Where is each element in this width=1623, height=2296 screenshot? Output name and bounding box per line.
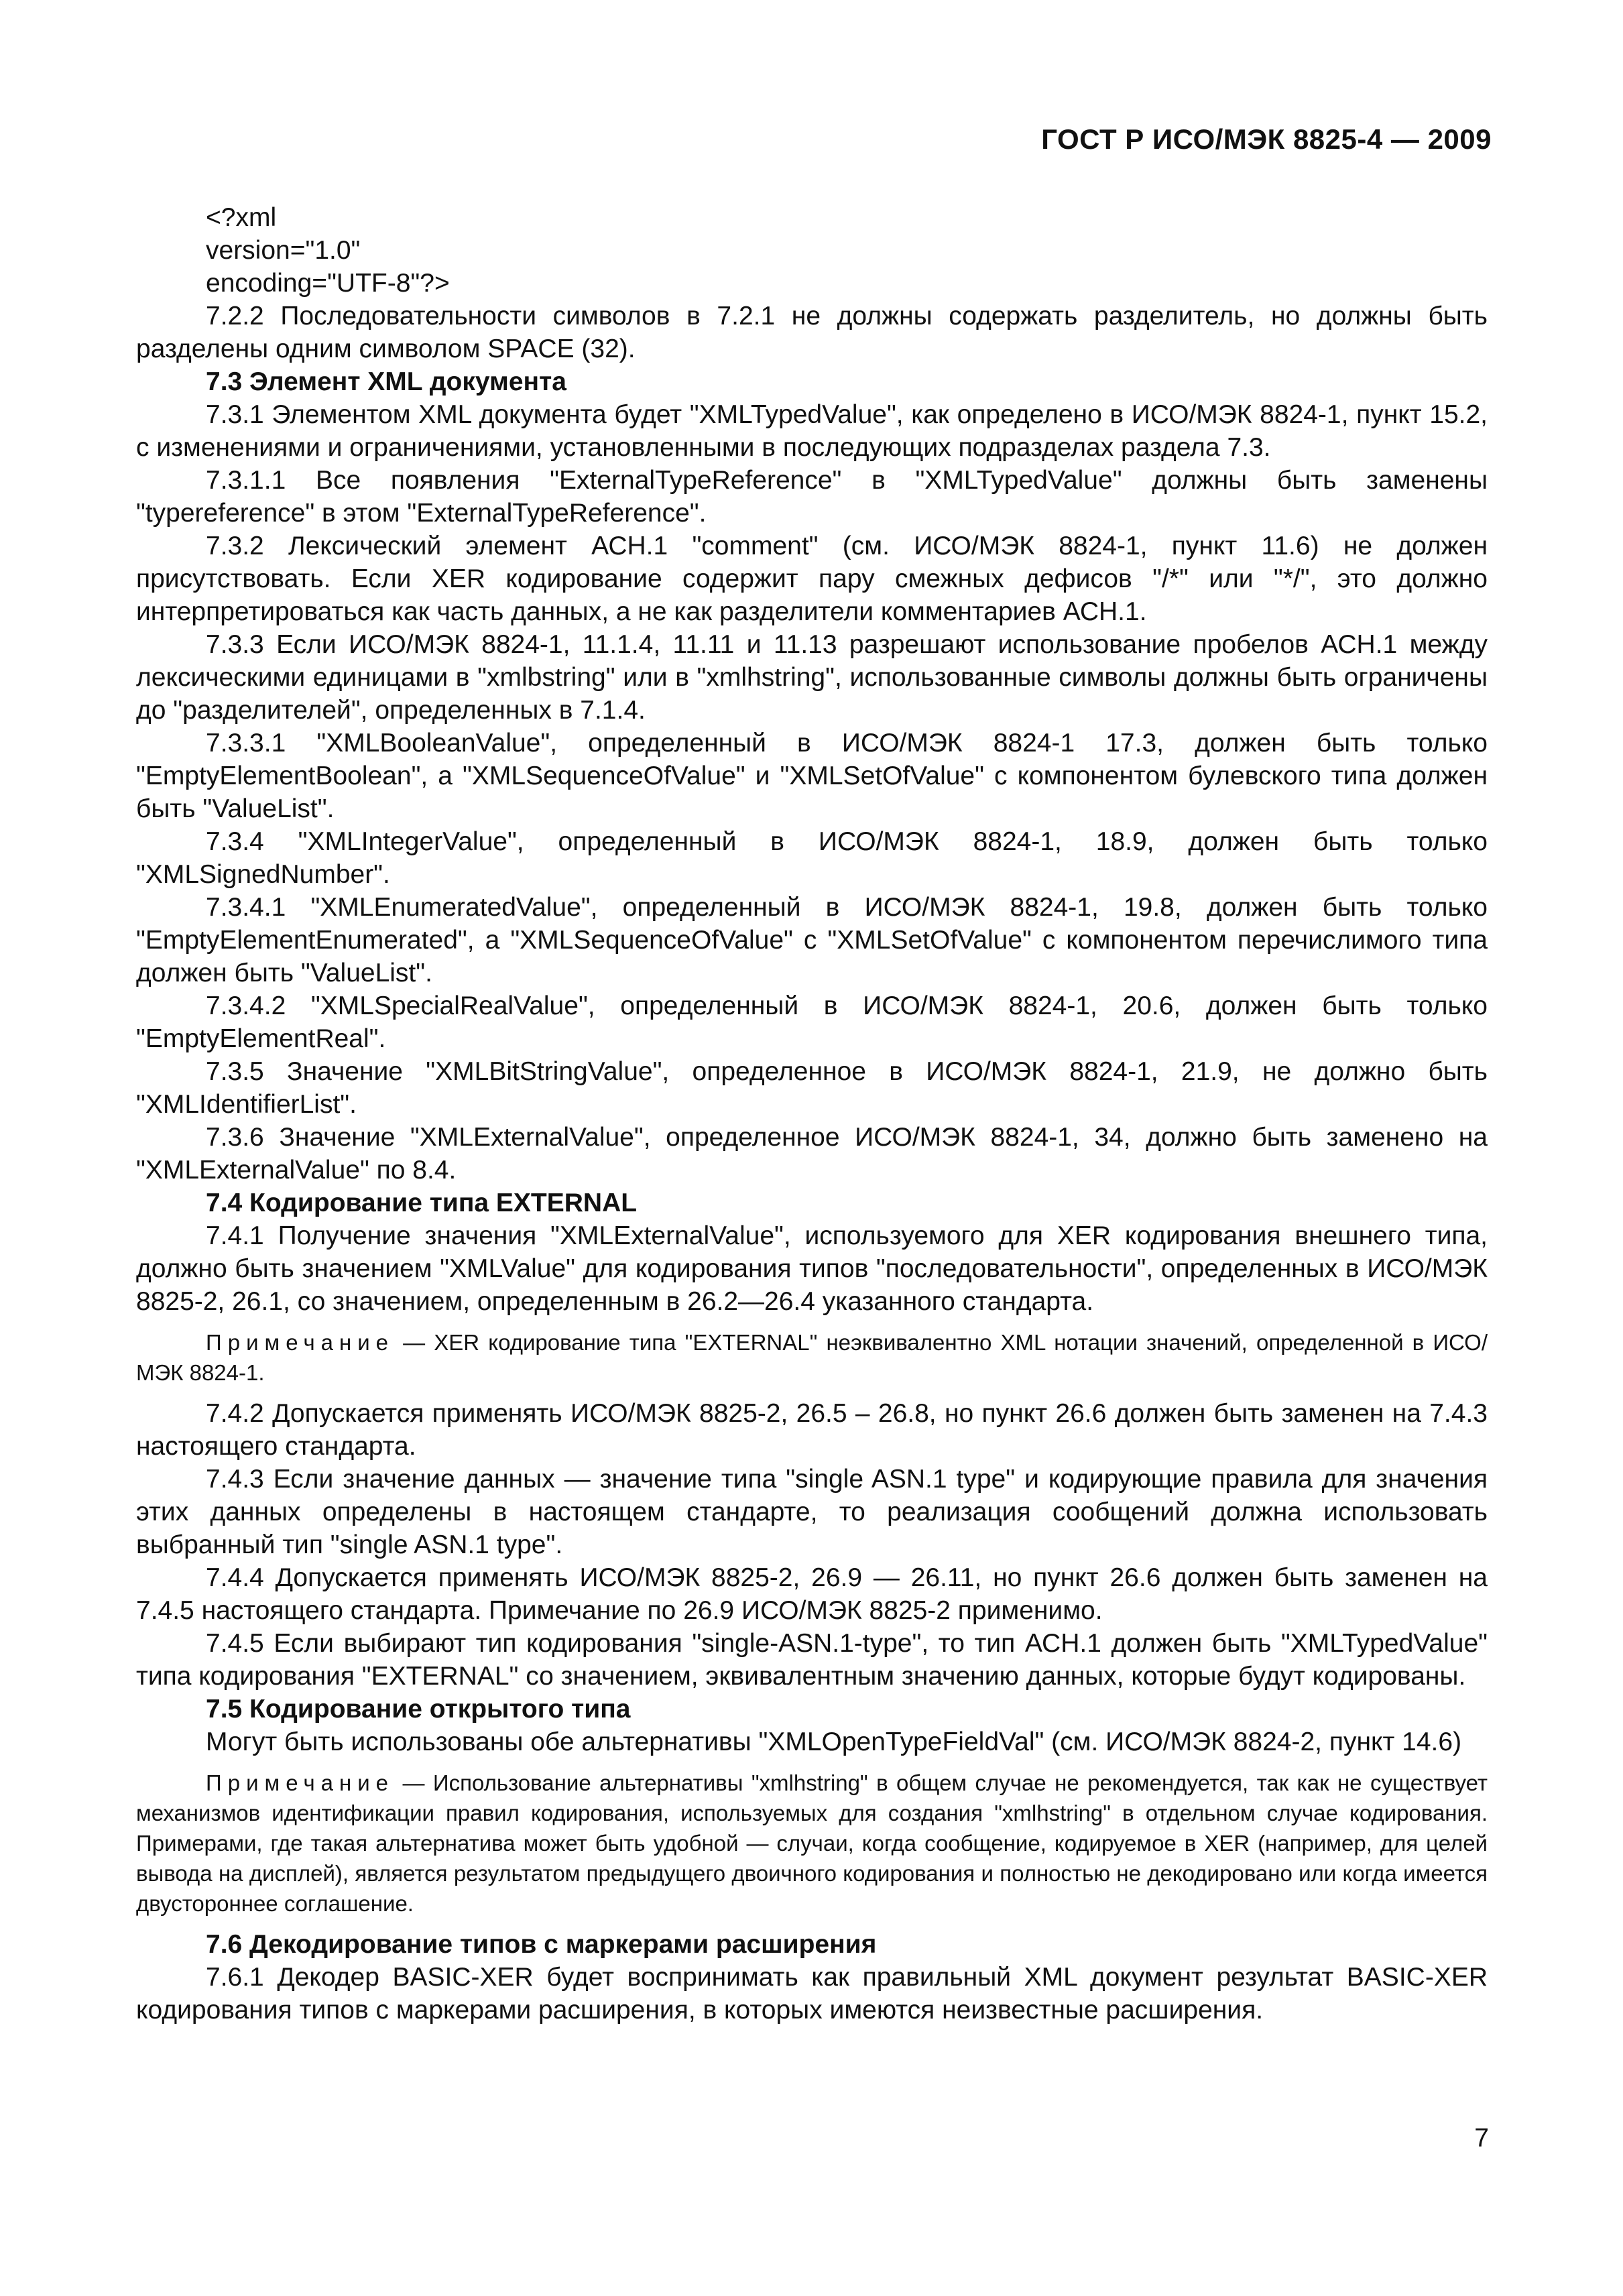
body-paragraph: 7.4.1 Получение значения "XMLExternalValue", используемого для XER кодирования внешнего типа, должно быть значением "XMLValue" для кодирования типов "последовательности", определенных в ИСО/МЭК 8825-2, 26.1, со значением, определенным в 26.2—26.4 указанного стандарта.	[136, 1221, 1488, 1316]
body-paragraph: 7.6.1 Декодер BASIC-XER будет воспринимать как правильный XML документ результат BASIC-XER кодирования типов с маркерами расширения, в которых имеются неизвестные расширения.	[136, 1963, 1488, 2025]
section-heading: 7.6 Декодирование типов с маркерами расширения	[206, 1930, 877, 1959]
document-body	[136, 201, 1488, 2027]
body-paragraph: 7.3.4 "XMLIntegerValue", определенный в ИСО/МЭК 8824-1, 18.9, должен быть только "XMLSignedNumber".	[136, 827, 1488, 889]
body-paragraph: 7.3.2 Лексический элемент АСН.1 "comment" (см. ИСО/МЭК 8824-1, пункт 11.6) не должен присутствовать. Если XER кодирование содержит пару смежных дефисов "/*" или "*/", это должно интерпретироваться как часть данных, а не как разделители комментариев АСН.1.	[136, 532, 1488, 626]
body-paragraph: 7.3.5 Значение "XMLBitStringValue", определенное в ИСО/МЭК 8824-1, 21.9, не должно быть "XMLIdentifierList".	[136, 1057, 1488, 1119]
section-heading: 7.4 Кодирование типа EXTERNAL	[206, 1189, 638, 1217]
code-line: <?xml	[206, 203, 277, 232]
page-number: 7	[1474, 2124, 1489, 2153]
section-heading: 7.3 Элемент XML документа	[206, 367, 566, 396]
body-paragraph: 7.3.3 Если ИСО/МЭК 8824-1, 11.1.4, 11.11 и 11.13 разрешают использование пробелов АСН.1 между лексическими единицами в "xmlbstring" или в "xmlhstring", использованные символы должны быть ограничены до "разделителей", определенных в 7.1.4.	[136, 630, 1488, 725]
code-line: encoding="UTF-8"?>	[206, 269, 450, 298]
document-header: ГОСТ Р ИСО/МЭК 8825-4 — 2009	[1041, 123, 1492, 155]
body-paragraph: 7.3.4.2 "XMLSpecialRealValue", определенный в ИСО/МЭК 8824-1, 20.6, должен быть только "EmptyElementReal".	[136, 991, 1488, 1053]
body-paragraph: 7.3.3.1 "XMLBooleanValue", определенный в ИСО/МЭК 8824-1 17.3, должен быть только "EmptyElementBoolean", а "XMLSequenceOfValue" и "XMLSetOfValue" с компонентом булевского типа должен быть "ValueList".	[136, 729, 1488, 823]
body-paragraph: 7.4.2 Допускается применять ИСО/МЭК 8825-2, 26.5 – 26.8, но пункт 26.6 должен быть заменен на 7.4.3 настоящего стандарта.	[136, 1399, 1488, 1461]
body-paragraph: 7.3.4.1 "XMLEnumeratedValue", определенный в ИСО/МЭК 8824-1, 19.8, должен быть только "EmptyElementEnumerated", а "XMLSequenceOfValue" с "XMLSetOfValue" с компонентом перечислимого типа должен быть "ValueList".	[136, 893, 1488, 987]
xml-declaration	[136, 201, 1488, 300]
note-paragraph	[136, 1327, 1488, 1388]
body-paragraph: 7.4.3 Если значение данных — значение типа "single ASN.1 type" и кодирующие правила для значения этих данных определены в настоящем стандарте, то реализация сообщений должна использовать выбранный тип "single ASN.1 type".	[136, 1465, 1488, 1559]
note-text: — Использование альтернативы "xmlhstring" в общем случае не рекомендуется, так как не существует механизмов идентификации правил кодирования, используемых для создания "xmlhstring" в отдельном случае кодирования. Примерами, где такая альтернатива может быть удобной — случаи, когда сообщение, кодируемое в XER (например, для целей вывода на дисплей), является результатом предыдущего двоичного кодирования и полностью не декодировано или когда имеется двустороннее соглашение.	[136, 1770, 1488, 1916]
text-blocks	[136, 300, 1488, 2027]
body-paragraph: 7.4.5 Если выбирают тип кодирования "single-ASN.1-type", то тип АСН.1 должен быть "XMLTypedValue" типа кодирования "EXTERNAL" со значением, эквивалентным значению данных, которые будут кодированы.	[136, 1629, 1488, 1691]
note-paragraph	[136, 1768, 1488, 1919]
body-paragraph: 7.4.4 Допускается применять ИСО/МЭК 8825-2, 26.9 — 26.11, но пункт 26.6 должен быть заменен на 7.4.5 настоящего стандарта. Примечание по 26.9 ИСО/МЭК 8825-2 применимо.	[136, 1563, 1488, 1625]
note-label: Примечание	[206, 1330, 395, 1355]
body-paragraph: 7.3.1.1 Все появления "ExternalTypeReference" в "XMLTypedValue" должны быть заменены "typereference" в этом "ExternalTypeReference".	[136, 466, 1488, 528]
body-paragraph: 7.3.6 Значение "XMLExternalValue", определенное ИСО/МЭК 8824-1, 34, должно быть заменено на "XMLExternalValue" по 8.4.	[136, 1123, 1488, 1185]
body-paragraph: 7.2.2 Последовательности символов в 7.2.1 не должны содержать разделитель, но должны быть разделены одним символом SPACE (32).	[136, 302, 1488, 363]
note-text: — XER кодирование типа "EXTERNAL" неэквивалентно XML нотации значений, определенной в ИСО/МЭК 8824-1.	[136, 1330, 1488, 1385]
code-line: version="1.0"	[206, 236, 361, 265]
note-label: Примечание	[206, 1770, 395, 1795]
body-paragraph: Могут быть использованы обе альтернативы "XMLOpenTypeFieldVal" (см. ИСО/МЭК 8824-2, пункт 14.6)	[206, 1728, 1462, 1756]
body-paragraph: 7.3.1 Элементом XML документа будет "XMLTypedValue", как определено в ИСО/МЭК 8824-1, пункт 15.2, с изменениями и ограничениями, установленными в последующих подразделах раздела 7.3.	[136, 400, 1488, 462]
section-heading: 7.5 Кодирование открытого типа	[206, 1695, 631, 1724]
